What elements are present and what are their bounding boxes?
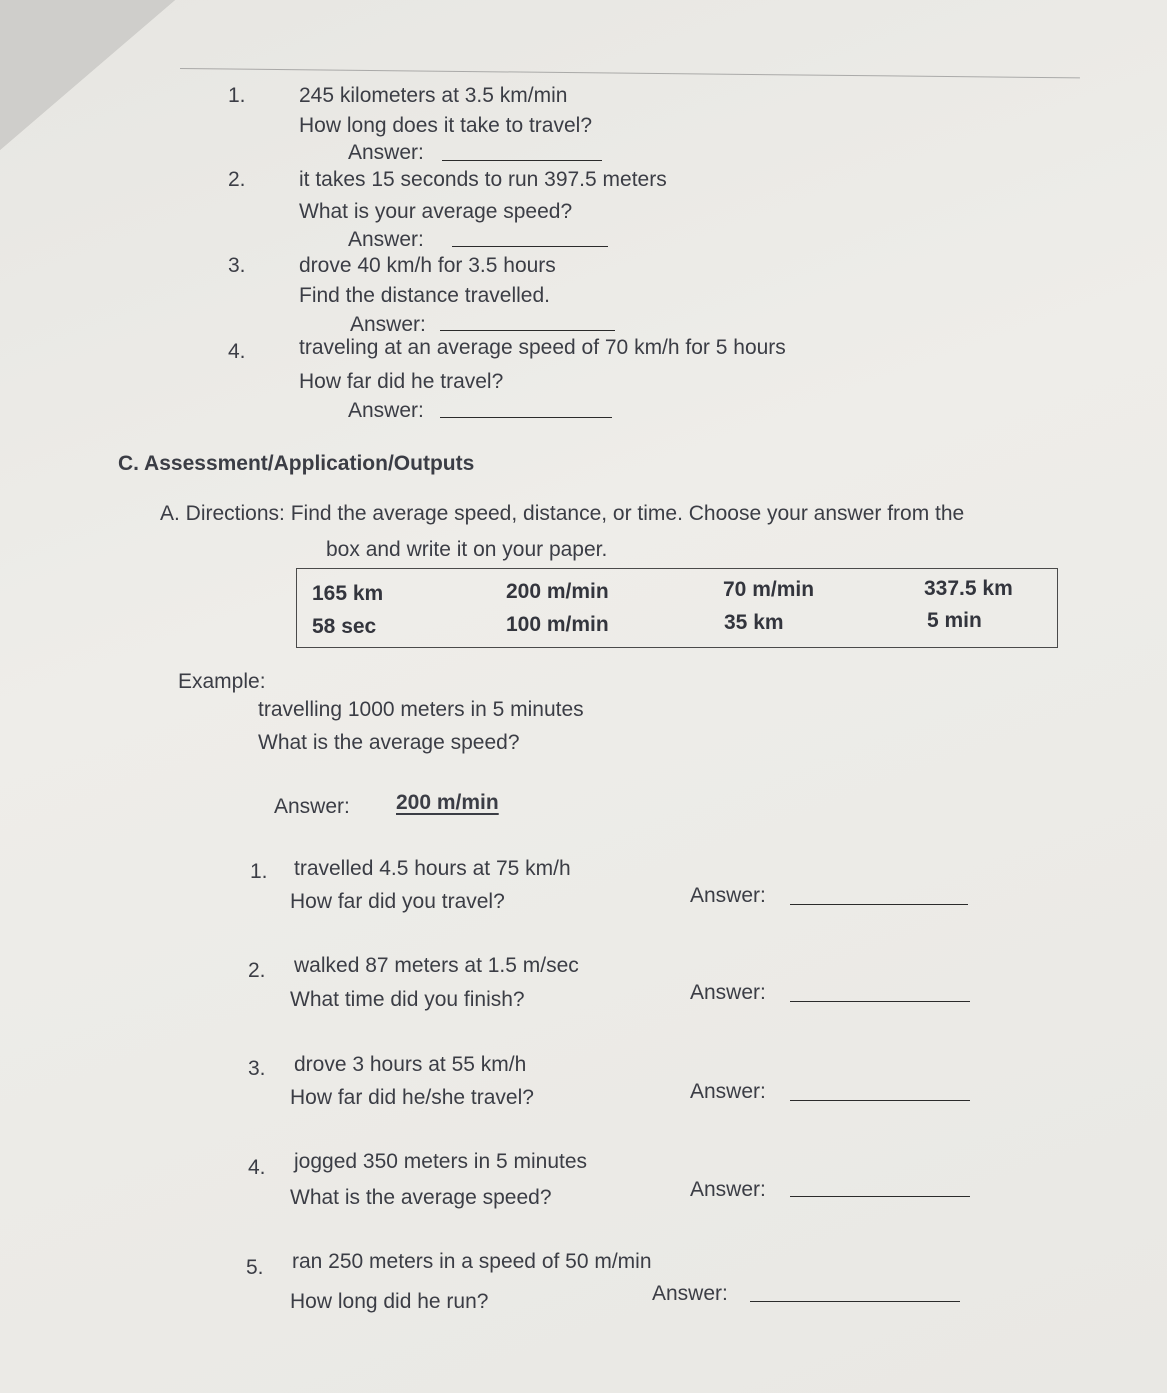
answer-blank[interactable] [442, 160, 602, 161]
exercise-answer-blank[interactable] [790, 1196, 970, 1197]
exercise-number: 4. [248, 1156, 266, 1179]
question-number: 2. [228, 168, 246, 191]
question-number: 4. [228, 340, 246, 363]
answer-label: Answer: [350, 313, 426, 336]
choice-item: 5 min [927, 609, 982, 632]
exercise-answer-blank[interactable] [790, 904, 968, 905]
question-prompt: Find the distance travelled. [299, 284, 550, 307]
exercise-statement: jogged 350 meters in 5 minutes [294, 1150, 588, 1173]
exercise-question: How long did he run? [290, 1290, 489, 1313]
question-statement: traveling at an average speed of 70 km/h for 5 hours [299, 336, 786, 359]
question-number: 3. [228, 254, 246, 277]
answer-blank[interactable] [452, 246, 608, 247]
exercise-statement: drove 3 hours at 55 km/h [294, 1053, 527, 1076]
exercise-answer-label: Answer: [690, 981, 766, 1004]
exercise-answer-blank[interactable] [790, 1100, 970, 1101]
question-statement: it takes 15 seconds to run 397.5 meters [299, 168, 667, 191]
example-statement: travelling 1000 meters in 5 minutes [258, 698, 584, 721]
exercise-statement: ran 250 meters in a speed of 50 m/min [292, 1250, 652, 1273]
exercise-number: 5. [246, 1256, 264, 1279]
exercise-number: 1. [250, 860, 268, 883]
exercise-answer-label: Answer: [690, 1080, 766, 1103]
exercise-question: How far did you travel? [290, 890, 505, 913]
section-heading: C. Assessment/Application/Outputs [118, 452, 475, 475]
exercise-number: 3. [248, 1057, 266, 1080]
exercise-answer-label: Answer: [652, 1282, 728, 1305]
exercise-answer-blank[interactable] [750, 1301, 960, 1302]
question-prompt: How long does it take to travel? [299, 114, 592, 137]
question-statement: drove 40 km/h for 3.5 hours [299, 254, 556, 277]
choice-item: 337.5 km [924, 577, 1013, 600]
exercise-answer-blank[interactable] [790, 1001, 970, 1002]
exercise-answer-label: Answer: [690, 1178, 766, 1201]
example-answer-label: Answer: [274, 795, 350, 818]
question-prompt: What is your average speed? [299, 200, 573, 223]
example-label: Example: [178, 670, 266, 693]
answer-blank[interactable] [440, 417, 612, 418]
directions-line-2: box and write it on your paper. [326, 538, 608, 561]
exercise-statement: travelled 4.5 hours at 75 km/h [294, 857, 571, 880]
choice-item: 35 km [724, 611, 784, 634]
exercise-answer-label: Answer: [690, 884, 766, 907]
example-answer-value: 200 m/min [396, 791, 499, 814]
exercise-question: What time did you finish? [290, 988, 525, 1011]
answer-label: Answer: [348, 399, 424, 422]
choice-item: 70 m/min [723, 578, 815, 601]
answer-blank[interactable] [440, 330, 615, 331]
choice-item: 58 sec [312, 615, 377, 638]
answer-label: Answer: [348, 141, 424, 164]
directions-line-1: A. Directions: Find the average speed, distance, or time. Choose your answer from the [160, 502, 965, 525]
answer-label: Answer: [348, 228, 424, 251]
choice-item: 100 m/min [506, 613, 609, 636]
exercise-question: What is the average speed? [290, 1186, 552, 1209]
choice-item: 165 km [312, 582, 384, 605]
exercise-question: How far did he/she travel? [290, 1086, 534, 1109]
question-prompt: How far did he travel? [299, 370, 504, 393]
question-statement: 245 kilometers at 3.5 km/min [299, 84, 568, 107]
question-number: 1. [228, 84, 246, 107]
exercise-number: 2. [248, 959, 266, 982]
choice-item: 200 m/min [506, 580, 609, 603]
exercise-statement: walked 87 meters at 1.5 m/sec [294, 954, 579, 977]
example-question: What is the average speed? [258, 731, 520, 754]
